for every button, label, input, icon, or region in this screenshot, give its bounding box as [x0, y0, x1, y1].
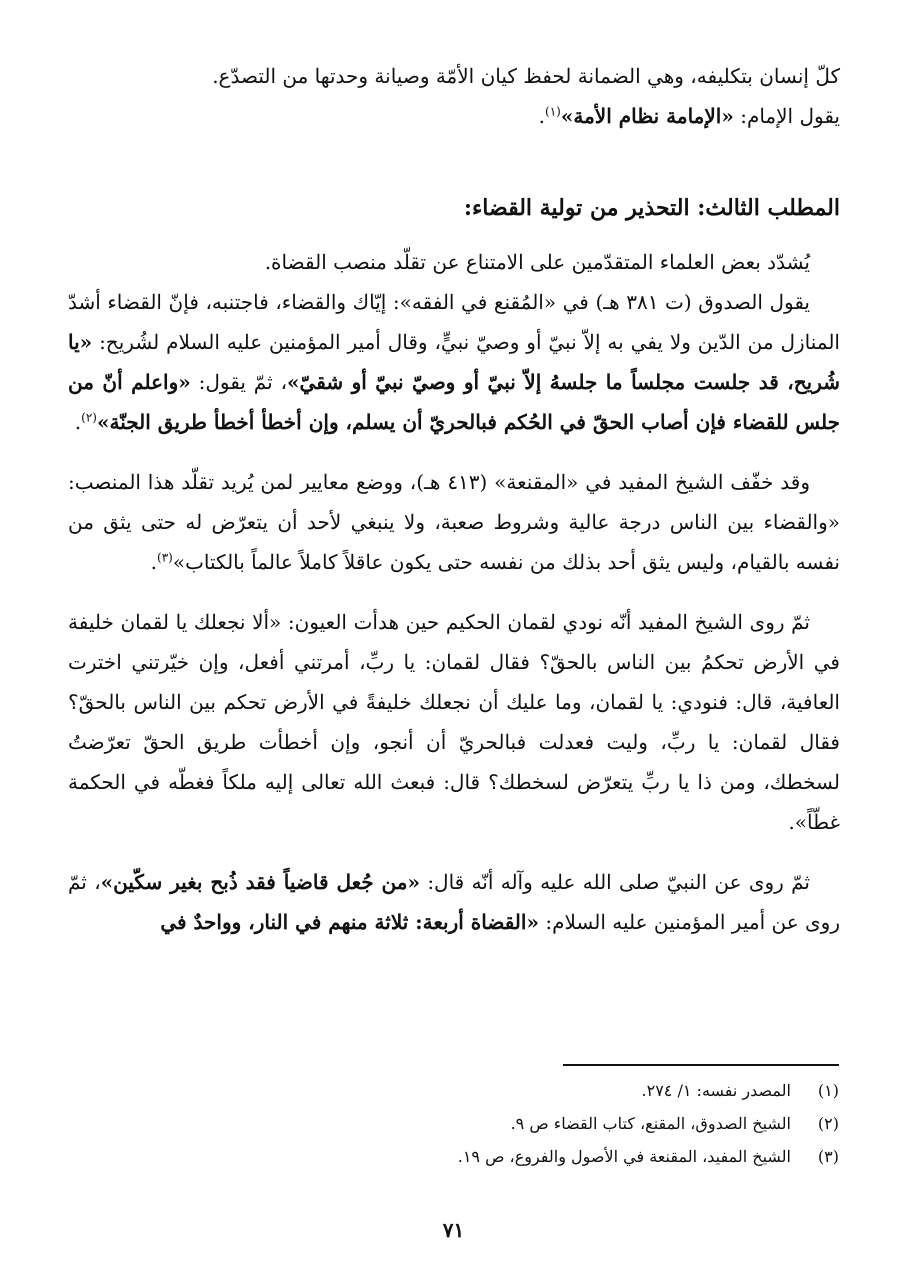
footnote-ref-1: (١): [545, 104, 561, 119]
judgement-quote: «واعلم أنّ من جلس للقضاء فإن أصاب الحقّ في الحُكم فبالحريّ أن يسلم، وإن أخطأ أخطأ طريق الجنّة»: [68, 370, 840, 434]
paragraph-1: يُشدّد بعض العلماء المتقدّمين على الامتناع عن تقلّد منصب القضاة.: [264, 250, 810, 274]
intro-line-2: يقول الإمام: «الإمامة نظام الأمة»$^{(١)}$.: [538, 104, 840, 128]
footnotes: [67, 1074, 839, 1173]
judges-quote: «القضاة أربعة: ثلاثة منهم في النار، وواحدٌ في: [160, 910, 539, 934]
footnote-ref-3: (٣): [157, 550, 173, 565]
paragraph-2: يقول الصدوق (ت ٣٨١ هـ) في «المُقنع في الفقه»: إيّاك والقضاء، فاجتنبه، فإنّ القضاء أشدّ المنازل من الدّين ولا يفي به إلاّ نبيّ أو وصيّ نبيٍّ، وقال أمير المؤمنين عليه السلام لشُريح: «يا شُريح، قد جلست مجلساً ما جلسهُ إلاّ نبيّ أو وصيّ نبيّ أو شقيّ»، ثمّ يقول: «واعلم أنّ من جلس للقضاء فإن أصاب الحقّ في الحُكم فبالحريّ أن يسلم، وإن أخطأ أخطأ طريق الجنّة»$^{(٢)}$.: [68, 290, 840, 434]
intro-line-1: كلّ إنسان بتكليفه، وهي الضمانة لحفظ كيان الأمّة وصيانة وحدتها من التصدّع.: [212, 64, 840, 88]
paragraph-4: ثمّ روى الشيخ المفيد أنّه نودي لقمان الحكيم حين هدأت العيون: «ألا نجعلك يا لقمان خليفة في الأرض تحكمُ بين الناس بالحقّ؟ فقال لقمان: يا ربِّ، أمرتني أفعل، وإن خيّرتني اخترت العافية، قال: فنودي: يا لقمان، وما عليك أن نجعلك خليفةً في الأرض تحكم بين الناس بالحقّ؟ فقال لقمان: يا ربِّ، وليت فعدلت فبالحريّ أن أنجو، وإن أخطأت طريق الحقّ تعرّضتُ لسخطك، ومن ذا يا ربِّ يتعرّض لسخطك؟ قال: فبعث الله تعالى إليه ملكاً فغطّه في الحكمة غطّاً».: [68, 610, 840, 834]
footnote-1: (١)المصدر نفسه: ١/ ٢٧٤.: [641, 1081, 839, 1100]
footnote-2: (٢)الشيخ الصدوق، المقنع، كتاب القضاء ص ٩.: [510, 1114, 839, 1133]
page-body: [68, 56, 840, 942]
footnote-3: (٣)الشيخ المفيد، المقنعة في الأصول والفروع، ص ١٩.: [457, 1147, 839, 1166]
prophet-quote: «من جُعل قاضياً فقد ذُبح بغير سكّين»: [100, 870, 420, 894]
paragraph-3: وقد خفّف الشيخ المفيد في «المقنعة» (٤١٣ هـ)، ووضع معايير لمن يُريد تقلّد هذا المنصب: «والقضاء بين الناس درجة عالية وشروط صعبة، ولا ينبغي لأحد أن يتعرّض له حتى يثق من نفسه بالقيام، وليس يثق أحد بذلك من نفسه حتى يكون عاقلاً كاملاً عالماً بالكتاب»$^{(٣)}$.: [68, 470, 840, 574]
page-number: ٧١: [442, 1218, 465, 1242]
section-heading: المطلب الثالث: التحذير من تولية القضاء:: [463, 195, 840, 221]
paragraph-5: ثمّ روى عن النبيّ صلى الله عليه وآله أنّه قال: «من جُعل قاضياً فقد ذُبح بغير سكّين»، ثمّ روى عن أمير المؤمنين عليه السلام: «القضاة أربعة: ثلاثة منهم في النار، وواحدٌ في: [68, 870, 840, 934]
intro-text: يقول الإمام:: [733, 104, 840, 128]
shurayh-quote: «يا شُريح، قد جلست مجلساً ما جلسهُ إلاّ نبيّ أو وصيّ نبيّ أو شقيّ»: [68, 330, 840, 394]
imam-quote: «الإمامة نظام الأمة»: [560, 104, 734, 128]
footnote-ref-2: (٢): [81, 410, 97, 425]
footnote-divider: [563, 1064, 839, 1066]
